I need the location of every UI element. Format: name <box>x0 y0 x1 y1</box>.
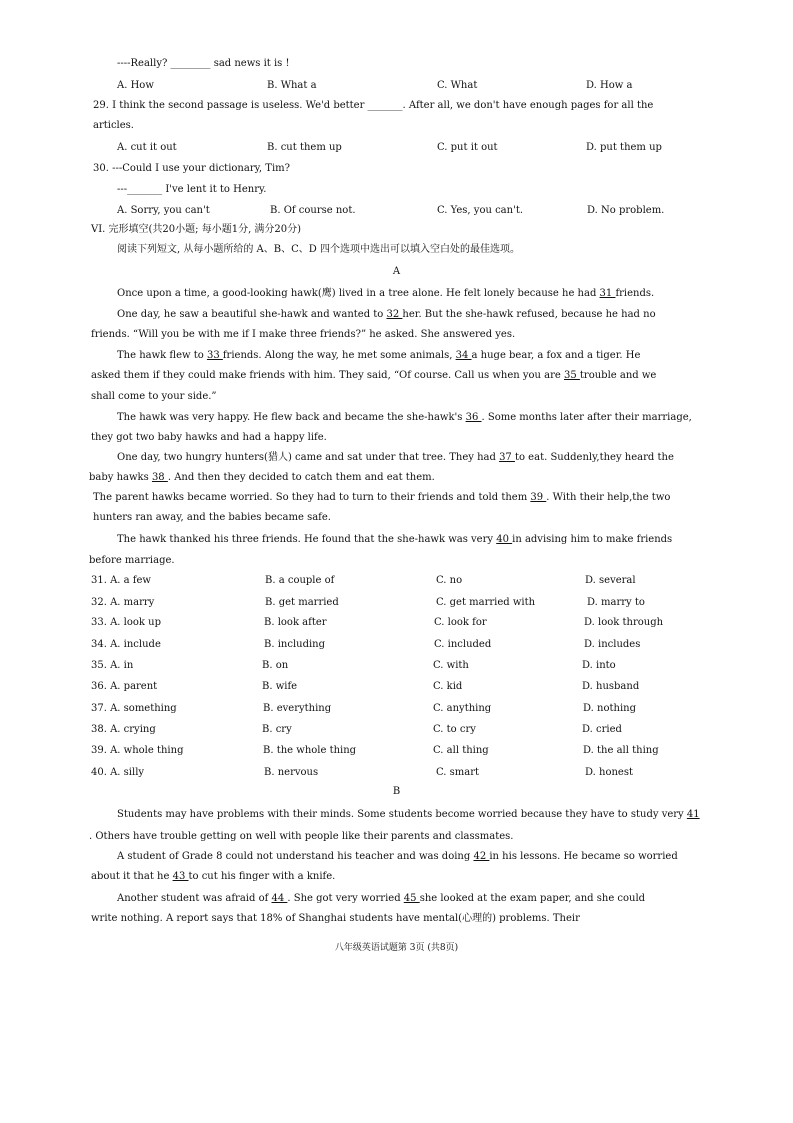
choice-33-b: B. look after <box>264 617 327 628</box>
choice-35-b: B. on <box>262 660 289 671</box>
choice-40-c: C. smart <box>436 767 480 778</box>
choice-38-a: 38. A. crying <box>91 724 156 735</box>
choice-37-a: 37. A. something <box>91 703 177 714</box>
blank-35: 35 <box>564 370 580 381</box>
blank-32: 32 <box>386 309 403 320</box>
choice-32-a: 32. A. marry <box>91 597 155 608</box>
choice-31-a: 31. A. a few <box>91 575 151 586</box>
passage-b-line: Students may have problems with their minds. Some students become worried because they have to study very 41 <box>117 809 700 820</box>
passage-a-line: One day, two hungry hunters(猎人) came and sat under that tree. They had 37 to eat. Suddenly,they heard the <box>117 452 674 463</box>
choice-37-b: B. everything <box>263 703 332 714</box>
choice-39-a: 39. A. whole thing <box>91 745 184 756</box>
choice-39-c: C. all thing <box>433 745 489 756</box>
q28-option-d: D. How a <box>586 80 633 91</box>
passage-a-line: The parent hawks became worried. So they had to turn to their friends and told them 39 . With their help,the two <box>93 492 671 503</box>
q30-line2: ---_______ I've lent it to Henry. <box>117 184 267 195</box>
choice-34-d: D. includes <box>584 639 641 650</box>
passage-a-line: hunters ran away, and the babies became safe. <box>93 512 331 523</box>
q29-option-d: D. put them up <box>586 142 662 153</box>
choice-34-a: 34. A. include <box>91 639 161 650</box>
choice-33-d: D. look through <box>584 617 664 628</box>
passage-a-line: shall come to your side.” <box>91 391 217 402</box>
passage-b-label: B <box>392 786 401 797</box>
passage-b-line: about it that he 43 to cut his finger with a knife. <box>91 871 336 882</box>
choice-40-b: B. nervous <box>264 767 319 778</box>
section-title: VI. 完形填空(共20小题; 每小题1分, 满分20分) <box>91 224 302 235</box>
blank-39: 39 <box>530 492 547 503</box>
passage-a-line: One day, he saw a beautiful she-hawk and wanted to 32 her. But the she-hawk refused, because he had no <box>117 309 656 320</box>
choice-35-a: 35. A. in <box>91 660 134 671</box>
blank-38: 38 <box>151 472 168 483</box>
passage-a-line: baby hawks 38 . And then they decided to catch them and eat them. <box>89 472 435 483</box>
passage-b-line: Another student was afraid of 44 . She got very worried 45 she looked at the exam paper, and she could <box>117 893 646 904</box>
blank-42: 42 <box>473 851 490 862</box>
choice-35-c: C. with <box>433 660 469 671</box>
q30-option-c: C. Yes, you can't. <box>437 205 524 216</box>
q28-option-c: C. What <box>437 80 478 91</box>
passage-b-line: A student of Grade 8 could not understand his teacher and was doing 42 in his lessons. He became so worried <box>117 851 678 862</box>
choice-32-b: B. get married <box>265 597 339 608</box>
choice-39-b: B. the whole thing <box>263 745 357 756</box>
blank-37: 37 <box>499 452 515 463</box>
blank-45: 45 <box>403 893 420 904</box>
choice-37-c: C. anything <box>433 703 492 714</box>
q28-option-b: B. What a <box>267 80 317 91</box>
q29-line1: 29. I think the second passage is useless. We'd better _______. After all, we don't have enough pages for all the <box>93 100 654 111</box>
q30-line1: 30. ---Could I use your dictionary, Tim? <box>93 163 290 174</box>
choice-36-a: 36. A. parent <box>91 681 158 692</box>
passage-a-label: A <box>392 266 401 277</box>
passage-a-line: Once upon a time, a good-looking hawk(鹰) lived in a tree alone. He felt lonely because he had 31 friends. <box>117 288 655 299</box>
blank-33: 33 <box>206 350 223 361</box>
section-instruction: 阅读下列短文, 从每小题所给的 A、B、C、D 四个选项中选出可以填入空白处的最佳选项。 <box>117 244 520 255</box>
passage-a-line: asked them if they could make friends with him. They said, “Of course. Call us when you are 35 trouble and we <box>91 370 657 381</box>
passage-a-line: before marriage. <box>89 555 175 566</box>
blank-31: 31 <box>599 288 616 299</box>
blank-36: 36 <box>465 412 482 423</box>
passage-a-line: The hawk flew to 33 friends. Along the way, he met some animals, 34 a huge bear, a fox and a tiger. He <box>117 350 641 361</box>
passage-b-line: write nothing. A report says that 18% of Shanghai students have mental(心理的) problems. Their <box>91 913 580 924</box>
passage-a-line: The hawk thanked his three friends. He found that the she-hawk was very 40 in advising him to make friends <box>117 534 673 545</box>
choice-38-b: B. cry <box>262 724 292 735</box>
blank-40: 40 <box>496 534 513 545</box>
q30-option-b: B. Of course not. <box>270 205 356 216</box>
choice-38-d: D. cried <box>582 724 622 735</box>
choice-33-c: C. look for <box>434 617 487 628</box>
blank-41: 41 <box>686 809 700 820</box>
choice-37-d: D. nothing <box>583 703 636 714</box>
choice-31-c: C. no <box>436 575 463 586</box>
q28-stem: ----Really? ________ sad news it is ! <box>117 58 290 69</box>
choice-40-a: 40. A. silly <box>91 767 145 778</box>
choice-34-b: B. including <box>264 639 326 650</box>
choice-38-c: C. to cry <box>433 724 476 735</box>
blank-34: 34 <box>455 350 472 361</box>
choice-33-a: 33. A. look up <box>91 617 161 628</box>
q28-option-a: A. How <box>117 80 154 91</box>
choice-32-c: C. get married with <box>436 597 536 608</box>
choice-31-d: D. several <box>585 575 636 586</box>
choice-39-d: D. the all thing <box>583 745 659 756</box>
q29-option-b: B. cut them up <box>267 142 342 153</box>
choice-36-d: D. husband <box>582 681 640 692</box>
choice-35-d: D. into <box>582 660 616 671</box>
choice-34-c: C. included <box>434 639 492 650</box>
choice-40-d: D. honest <box>585 767 633 778</box>
choice-31-b: B. a couple of <box>265 575 335 586</box>
q30-option-a: A. Sorry, you can't <box>117 205 210 216</box>
q30-option-d: D. No problem. <box>587 205 665 216</box>
choice-36-c: C. kid <box>433 681 463 692</box>
passage-a-line: The hawk was very happy. He flew back and became the she-hawk's 36 . Some months later after their marriage, <box>117 412 692 423</box>
q29-line2: articles. <box>93 120 134 131</box>
blank-43: 43 <box>172 871 189 882</box>
q29-option-a: A. cut it out <box>117 142 177 153</box>
passage-a-line: friends. “Will you be with me if I make three friends?” he asked. She answered yes. <box>91 329 516 340</box>
choice-32-d: D. marry to <box>587 597 645 608</box>
q29-option-c: C. put it out <box>437 142 498 153</box>
blank-44: 44 <box>271 893 288 904</box>
page-footer: 八年级英语试题第 3页 (共8页) <box>334 943 459 953</box>
choice-36-b: B. wife <box>262 681 298 692</box>
passage-a-line: they got two baby hawks and had a happy life. <box>91 432 327 443</box>
passage-b-line: . Others have trouble getting on well with people like their parents and classmates. <box>89 831 514 842</box>
